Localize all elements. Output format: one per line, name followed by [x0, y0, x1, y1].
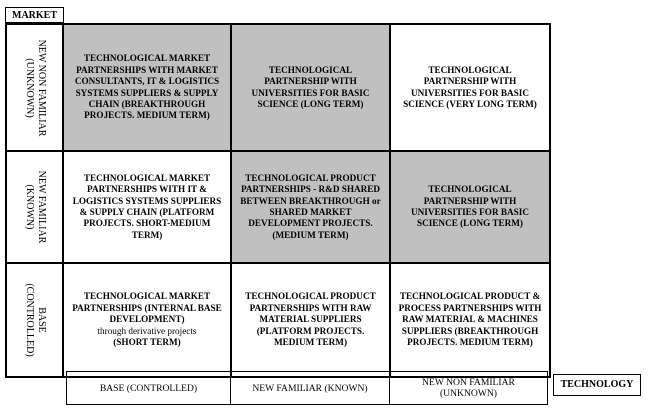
- matrix-cell-r3c1: [64, 264, 232, 376]
- partnership-matrix: [5, 23, 551, 378]
- column-label-base: BASE (CONTROLLED): [67, 372, 231, 404]
- row-label-line2: (KNOWN): [23, 184, 35, 230]
- matrix-cell-r3c3: TECHNOLOGICAL PRODUCT & PROCESS PARTNERSHIPS WITH RAW MATERIAL & MACHINES SUPPLIERS (BREAKTHROUGH PROJECTS. MEDIUM TERM): [398, 291, 542, 348]
- market-axis-label: MARKET: [5, 7, 64, 23]
- row-label-new-non-familiar: [7, 25, 64, 150]
- matrix-cell-r1c2: TECHNOLOGICAL PARTNERSHIP WITH UNIVERSITIES FOR BASIC SCIENCE (LONG TERM): [232, 25, 391, 150]
- matrix-row-new-non-familiar: [7, 25, 549, 152]
- matrix-cell-r2c1: TECHNOLOGICAL MARKET PARTNERSHIPS WITH IT & LOGISTICS SYSTEMS SUPPLIERS & SUPPLY CHAIN (PLATFORM PROJECTS. SHORT-MEDIUM TERM): [64, 152, 232, 262]
- matrix-cell-r2c2: TECHNOLOGICAL PRODUCT PARTNERSHIPS - R&D SHARED BETWEEN BREAKTHROUGH or SHARED MARKET DEVELOPMENT PROJECTS.(MEDIUM TERM): [232, 152, 391, 262]
- matrix-cell-r1c1: TECHNOLOGICAL MARKET PARTNERSHIPS WITH MARKET CONSULTANTS, IT & LOGISTICS SYSTEMS SUPPLIERS & SUPPLY CHAIN (BREAKTHROUGH PROJECTS. MEDIUM TERM): [64, 25, 232, 150]
- row-label-new-familiar: [7, 152, 64, 262]
- matrix-cell-r3c2: TECHNOLOGICAL PRODUCT PARTNERSHIPS WITH RAW MATERIAL SUPPLIERS (PLATFORM PROJECTS. MEDIUM TERM): [232, 264, 391, 376]
- technology-axis-label: TECHNOLOGY: [553, 374, 641, 396]
- row-label-line2: (UNKNOWN): [23, 57, 35, 118]
- cell-text-note: through derivative projects: [97, 325, 197, 336]
- column-label-new-non-familiar: NEW NON FAMILIAR (UNKNOWN): [422, 377, 515, 399]
- matrix-cell-r1c3: TECHNOLOGICAL PARTNERSHIP WITH UNIVERSITIES FOR BASIC SCIENCE (VERY LONG TERM): [403, 64, 537, 109]
- matrix-cell-r2c3: TECHNOLOGICAL PARTNERSHIP WITH UNIVERSITIES FOR BASIC SCIENCE (LONG TERM): [391, 152, 549, 262]
- cell-text-term: (SHORT TERM): [113, 337, 181, 348]
- matrix-row-new-familiar: [7, 152, 549, 264]
- row-label-line1: NEW NON FAMILIAR: [35, 39, 47, 136]
- row-label-line2: (CONTROLLED): [23, 283, 35, 357]
- row-label-base: [7, 264, 64, 376]
- row-label-line1: NEW FAMILIAR: [35, 170, 47, 244]
- technology-axis-labels: [66, 371, 548, 405]
- matrix-row-base: [7, 264, 549, 376]
- cell-text-main: TECHNOLOGICAL MARKET PARTNERSHIPS (INTERNAL BASE DEVELOPMENT): [72, 291, 222, 325]
- column-label-new-familiar: NEW FAMILIAR (KNOWN): [231, 372, 390, 404]
- row-label-line1: BASE: [35, 307, 47, 333]
